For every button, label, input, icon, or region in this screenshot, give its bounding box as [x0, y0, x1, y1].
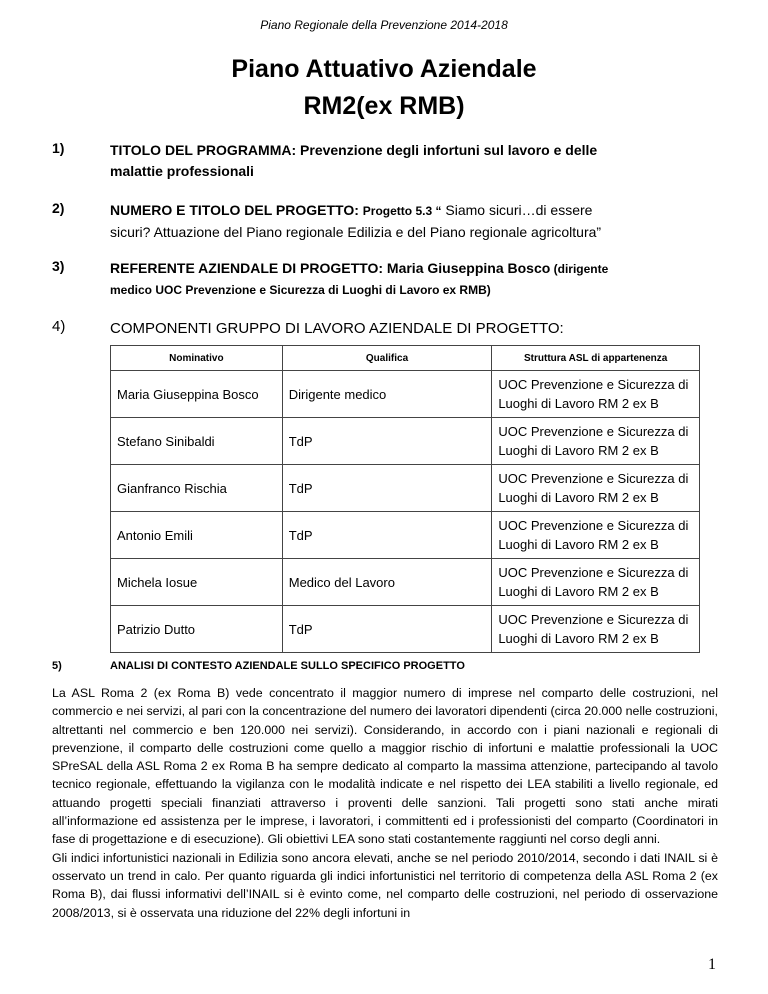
- member-unit: UOC Prevenzione e Sicurezza di Luoghi di Lavoro RM 2 ex B: [492, 418, 700, 465]
- section-number: 4): [52, 318, 66, 335]
- section-3-label: REFERENTE AZIENDALE DI PROGETTO: Maria Giuseppina Bosco: [110, 260, 551, 276]
- section-number: 3): [52, 258, 65, 274]
- column-header-role: Qualifica: [282, 346, 492, 371]
- member-name: Stefano Sinibaldi: [111, 418, 283, 465]
- member-role: TdP: [282, 512, 492, 559]
- table-row: [111, 418, 700, 465]
- section-5: [52, 660, 465, 672]
- section-1-label: TITOLO DEL PROGRAMMA: Prevenzione degli infortuni sul lavoro e delle: [110, 142, 598, 158]
- section-4-label: COMPONENTI GRUPPO DI LAVORO AZIENDALE DI PROGETTO:: [110, 320, 564, 337]
- member-role: TdP: [282, 606, 492, 653]
- table-row: [111, 512, 700, 559]
- table-row: [111, 465, 700, 512]
- member-name: Patrizio Dutto: [111, 606, 283, 653]
- project-code: Progetto 5.3 “: [362, 204, 442, 218]
- member-role: TdP: [282, 465, 492, 512]
- context-analysis-text: [52, 684, 718, 922]
- column-header-unit: Struttura ASL di appartenenza: [492, 346, 700, 371]
- referent-role: (dirigente: [550, 262, 609, 276]
- section-2-label: NUMERO E TITOLO DEL PROGETTO:: [110, 202, 359, 218]
- column-header-name: Nominativo: [111, 346, 283, 371]
- document-subtitle: RM2(ex RMB): [303, 92, 465, 120]
- member-name: Gianfranco Rischia: [111, 465, 283, 512]
- member-name: Antonio Emili: [111, 512, 283, 559]
- table-row: [111, 559, 700, 606]
- table-row: [111, 606, 700, 653]
- running-header: Piano Regionale della Prevenzione 2014-2018: [260, 18, 508, 32]
- member-unit: UOC Prevenzione e Sicurezza di Luoghi di Lavoro RM 2 ex B: [492, 606, 700, 653]
- member-role: Medico del Lavoro: [282, 559, 492, 606]
- table-row: [111, 371, 700, 418]
- member-unit: UOC Prevenzione e Sicurezza di Luoghi di Lavoro RM 2 ex B: [492, 512, 700, 559]
- member-unit: UOC Prevenzione e Sicurezza di Luoghi di Lavoro RM 2 ex B: [492, 465, 700, 512]
- section-number: 2): [52, 200, 65, 216]
- section-1-label-cont: malattie professionali: [110, 163, 254, 179]
- page-number: 1: [708, 956, 716, 973]
- member-unit: UOC Prevenzione e Sicurezza di Luoghi di Lavoro RM 2 ex B: [492, 371, 700, 418]
- member-name: Michela Iosue: [111, 559, 283, 606]
- project-title-cont: sicuri? Attuazione del Piano regionale Edilizia e del Piano regionale agricoltura”: [110, 224, 602, 240]
- project-title: Siamo sicuri…di essere: [441, 202, 593, 218]
- member-name: Maria Giuseppina Bosco: [111, 371, 283, 418]
- section-number: 5): [52, 660, 62, 672]
- table-header-row: [111, 346, 700, 371]
- referent-role-cont: medico UOC Prevenzione e Sicurezza di Luoghi di Lavoro ex RMB): [110, 283, 491, 297]
- member-role: Dirigente medico: [282, 371, 492, 418]
- section-number: 1): [52, 140, 65, 156]
- document-title: Piano Attuativo Aziendale: [231, 55, 537, 83]
- paragraph: Gli indici infortunistici nazionali in Edilizia sono ancora elevati, anche se nel periodo 2010/2014, secondo i dati INAIL si è osservato un trend in calo. Per quanto riguarda gli indici infortunistici nel territorio di competenza della ASL Roma 2 (ex Roma B), dai flussi informativi dell’INAIL si è evinto come, nel comparto delle costruzioni, nel periodo di osservazione 2008/2013, si è osservata una riduzione del 22% degli infortuni in: [52, 850, 718, 920]
- team-table: [110, 345, 700, 653]
- member-unit: UOC Prevenzione e Sicurezza di Luoghi di Lavoro RM 2 ex B: [492, 559, 700, 606]
- paragraph: La ASL Roma 2 (ex Roma B) vede concentrato il maggior numero di imprese nel comparto delle costruzioni, nel commercio e nei servizi, al pari con la concentrazione del numero dei lavoratori dipendenti (circa 20.000 nelle costruzioni, altrettanti nel commercio e ben 120.000 nei servizi). Considerando, in accordo con i piani nazionali e regionali di prevenzione, il comparto delle costruzioni come quello a maggior rischio di infortuni e malattie professionali la UOC SPreSAL della ASL Roma 2 ex Roma B ha sempre dedicato al comparto la massima attenzione, partecipando al tavolo tecnico regionale, effettuando la vigilanza con le modalità indicate e nel rispetto dei LEA stabiliti a livello regionale, ed attuando progetti speciali finanziati attraverso i proventi delle sanzioni. Tali progetti sono stati anche mirati all’informazione ed assistenza per le imprese, i lavoratori, i committenti ed i professionisti del comparto (Coordinatori in fase di progettazione e di esecuzione). Gli obiettivi LEA sono stati costantemente raggiunti nel corso degli anni.: [52, 686, 718, 847]
- member-role: TdP: [282, 418, 492, 465]
- section-5-label: ANALISI DI CONTESTO AZIENDALE SULLO SPECIFICO PROGETTO: [110, 660, 465, 672]
